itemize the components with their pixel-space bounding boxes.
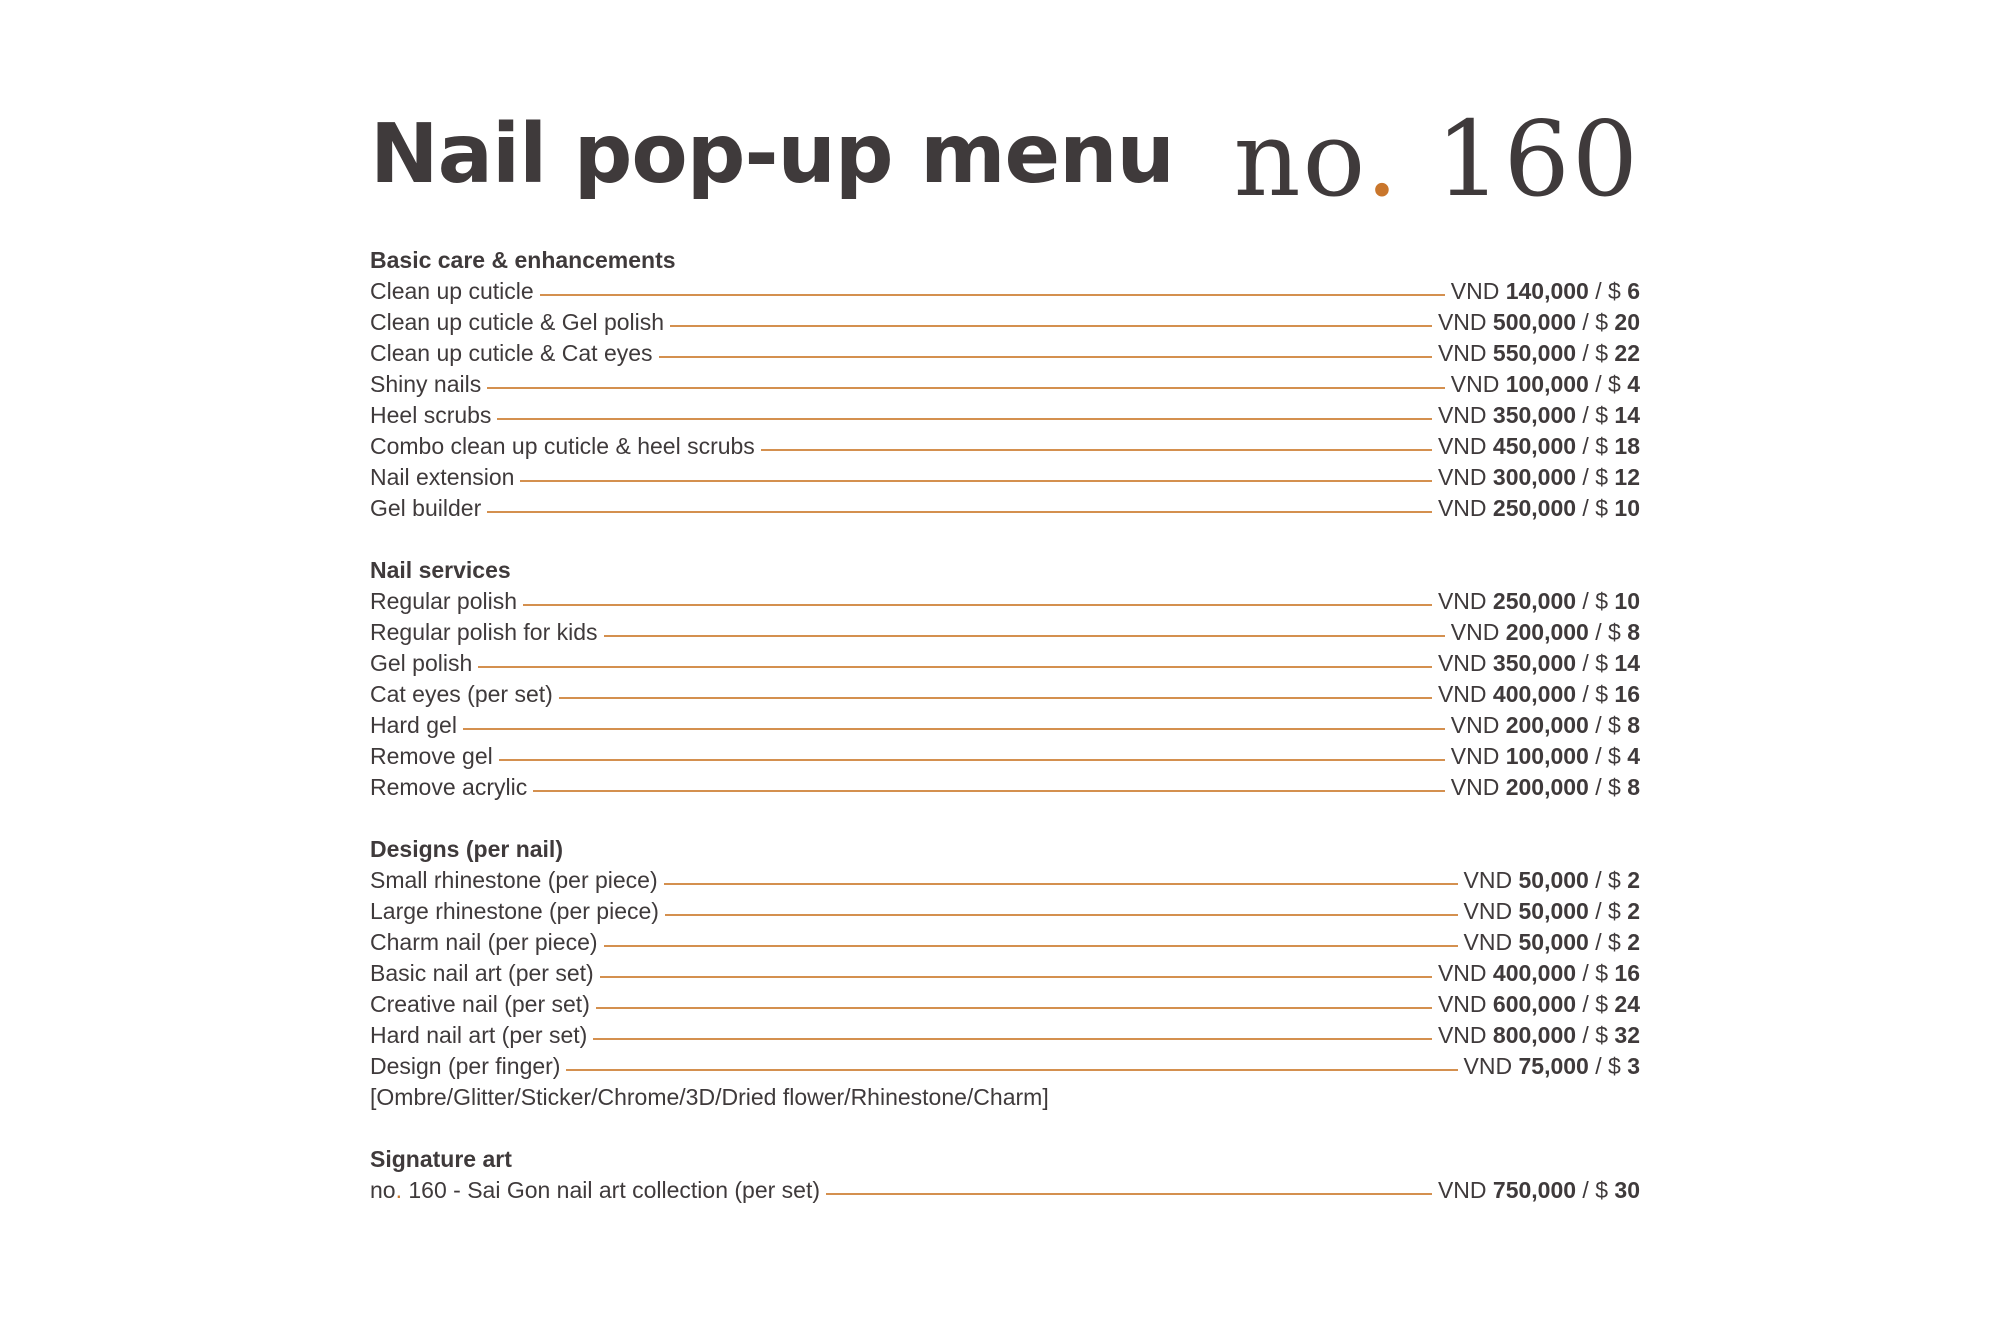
- usd-symbol: $: [1595, 309, 1615, 335]
- vnd-label: VND: [1437, 681, 1493, 707]
- brand-logo: [1233, 98, 1640, 220]
- leader-line: [497, 418, 1432, 420]
- vnd-value: 550,000: [1492, 340, 1577, 366]
- menu-section: [370, 834, 1640, 1113]
- menu-item-name: Small rhinestone (per piece): [370, 867, 658, 893]
- price-separator: /: [1576, 433, 1596, 459]
- leader-line: [487, 511, 1432, 513]
- section-title: Signature art: [370, 1146, 512, 1172]
- menu-item-row: [370, 1175, 1640, 1206]
- menu-item-price: [1451, 710, 1640, 741]
- vnd-label: VND: [1437, 495, 1493, 521]
- usd-value: 4: [1627, 371, 1640, 397]
- usd-symbol: $: [1595, 340, 1615, 366]
- menu-sections: [370, 245, 1640, 1206]
- menu-item-price: [1438, 679, 1640, 710]
- price-separator: /: [1576, 402, 1596, 428]
- item-name-prefix: no: [370, 1177, 396, 1203]
- vnd-value: 600,000: [1492, 991, 1577, 1017]
- menu-item-name: Hard gel: [370, 712, 457, 738]
- vnd-label: VND: [1437, 464, 1493, 490]
- vnd-label: VND: [1450, 712, 1506, 738]
- menu-item-price: [1438, 1020, 1640, 1051]
- leader-line: [659, 356, 1432, 358]
- usd-value: 16: [1614, 681, 1640, 707]
- vnd-label: VND: [1437, 960, 1493, 986]
- usd-value: 4: [1627, 743, 1640, 769]
- price-separator: /: [1588, 867, 1609, 893]
- menu-item-row: [370, 369, 1640, 400]
- vnd-value: 100,000: [1505, 743, 1589, 769]
- vnd-label: VND: [1450, 278, 1506, 304]
- leader-line: [533, 790, 1445, 792]
- menu-item-price: [1464, 927, 1640, 958]
- menu-item-row: [370, 431, 1640, 462]
- menu-item-row: [370, 1051, 1640, 1082]
- usd-symbol: $: [1595, 588, 1615, 614]
- usd-symbol: $: [1608, 371, 1628, 397]
- usd-symbol: $: [1608, 774, 1628, 800]
- menu-item-price: [1451, 772, 1640, 803]
- vnd-label: VND: [1437, 402, 1493, 428]
- usd-symbol: $: [1595, 495, 1615, 521]
- menu-section: [370, 1144, 1640, 1206]
- leader-line: [593, 1038, 1432, 1040]
- menu-item-name: Combo clean up cuticle & heel scrubs: [370, 433, 755, 459]
- menu-item-name: Nail extension: [370, 464, 515, 490]
- menu-item-name: Remove gel: [370, 743, 493, 769]
- usd-value: 2: [1627, 929, 1640, 955]
- price-separator: /: [1588, 743, 1609, 769]
- vnd-value: 100,000: [1505, 371, 1589, 397]
- usd-symbol: $: [1608, 1053, 1628, 1079]
- leader-line: [670, 325, 1432, 327]
- usd-symbol: $: [1595, 991, 1615, 1017]
- price-separator: /: [1576, 464, 1596, 490]
- menu-item-row: [370, 741, 1640, 772]
- leader-line: [478, 666, 1432, 668]
- price-separator: /: [1588, 619, 1609, 645]
- vnd-label: VND: [1450, 619, 1506, 645]
- usd-symbol: $: [1595, 464, 1615, 490]
- menu-item-name: Creative nail (per set): [370, 991, 590, 1017]
- price-separator: /: [1588, 929, 1609, 955]
- menu-item-price: [1451, 369, 1640, 400]
- menu-item-row: [370, 400, 1640, 431]
- vnd-value: 50,000: [1518, 898, 1589, 924]
- usd-value: 32: [1614, 1022, 1640, 1048]
- leader-line: [596, 1007, 1432, 1009]
- vnd-value: 50,000: [1518, 867, 1589, 893]
- vnd-label: VND: [1437, 1022, 1493, 1048]
- vnd-label: VND: [1437, 1177, 1493, 1203]
- menu-item-name: Regular polish: [370, 588, 518, 614]
- price-separator: /: [1588, 712, 1609, 738]
- menu-item-price: [1438, 493, 1640, 524]
- usd-value: 8: [1627, 619, 1640, 645]
- usd-value: 14: [1614, 650, 1640, 676]
- vnd-label: VND: [1437, 309, 1493, 335]
- section-note: [Ombre/Glitter/Sticker/Chrome/3D/Dried flower/Rhinestone/Charm]: [370, 1084, 1049, 1110]
- usd-value: 2: [1627, 867, 1640, 893]
- vnd-label: VND: [1463, 929, 1519, 955]
- leader-line: [559, 697, 1432, 699]
- leader-line: [520, 480, 1431, 482]
- price-separator: /: [1576, 340, 1596, 366]
- menu-item-price: [1438, 586, 1640, 617]
- menu-item-row: [370, 493, 1640, 524]
- usd-symbol: $: [1608, 898, 1628, 924]
- vnd-value: 350,000: [1492, 650, 1577, 676]
- vnd-value: 140,000: [1505, 278, 1589, 304]
- price-separator: /: [1576, 991, 1596, 1017]
- menu-item-name: Heel scrubs: [370, 402, 492, 428]
- usd-symbol: $: [1595, 681, 1615, 707]
- menu-item-name: Design (per finger): [370, 1053, 561, 1079]
- vnd-label: VND: [1450, 371, 1506, 397]
- section-title: Basic care & enhancements: [370, 247, 676, 273]
- menu-item-name: Clean up cuticle: [370, 278, 534, 304]
- vnd-value: 450,000: [1492, 433, 1577, 459]
- logo-number: 160: [1400, 98, 1640, 220]
- menu-item-price: [1451, 276, 1640, 307]
- usd-value: 18: [1614, 433, 1640, 459]
- leader-line: [665, 914, 1458, 916]
- menu-header: [370, 98, 1640, 245]
- usd-symbol: $: [1608, 712, 1628, 738]
- leader-line: [499, 759, 1445, 761]
- menu-item-price: [1464, 1051, 1640, 1082]
- usd-symbol: $: [1595, 960, 1615, 986]
- menu-item-price: [1438, 307, 1640, 338]
- menu-item-row: [370, 586, 1640, 617]
- vnd-value: 500,000: [1492, 309, 1577, 335]
- leader-line: [604, 635, 1445, 637]
- leader-line: [826, 1193, 1432, 1195]
- menu-item-name: Regular polish for kids: [370, 619, 598, 645]
- vnd-value: 350,000: [1492, 402, 1577, 428]
- menu-item-name: Hard nail art (per set): [370, 1022, 588, 1048]
- price-separator: /: [1576, 960, 1596, 986]
- usd-value: 20: [1614, 309, 1640, 335]
- usd-value: 10: [1614, 495, 1640, 521]
- menu-item-price: [1464, 865, 1640, 896]
- vnd-label: VND: [1450, 743, 1506, 769]
- price-separator: /: [1576, 1177, 1596, 1203]
- leader-line: [463, 728, 1445, 730]
- usd-value: 8: [1627, 712, 1640, 738]
- vnd-value: 75,000: [1518, 1053, 1589, 1079]
- price-separator: /: [1576, 309, 1596, 335]
- menu-item-name: Large rhinestone (per piece): [370, 898, 659, 924]
- menu-page: [370, 98, 1640, 1237]
- price-separator: /: [1576, 1022, 1596, 1048]
- menu-item-price: [1438, 400, 1640, 431]
- usd-symbol: $: [1595, 1022, 1615, 1048]
- vnd-label: VND: [1463, 1053, 1519, 1079]
- menu-item-row: [370, 338, 1640, 369]
- section-title: Nail services: [370, 557, 511, 583]
- usd-value: 8: [1627, 774, 1640, 800]
- logo-prefix: no: [1233, 98, 1366, 220]
- menu-item-name: Basic nail art (per set): [370, 960, 594, 986]
- usd-symbol: $: [1608, 619, 1628, 645]
- menu-item-row: [370, 648, 1640, 679]
- vnd-label: VND: [1437, 340, 1493, 366]
- menu-item-price: [1438, 989, 1640, 1020]
- menu-item-row: [370, 989, 1640, 1020]
- menu-item-name: Gel polish: [370, 650, 473, 676]
- menu-item-price: [1451, 617, 1640, 648]
- menu-item-row: [370, 896, 1640, 927]
- menu-item-row: [370, 958, 1640, 989]
- vnd-value: 800,000: [1492, 1022, 1577, 1048]
- price-separator: /: [1588, 278, 1609, 304]
- usd-value: 22: [1614, 340, 1640, 366]
- leader-line: [604, 945, 1458, 947]
- usd-value: 3: [1627, 1053, 1640, 1079]
- leader-line: [523, 604, 1432, 606]
- menu-section: [370, 245, 1640, 524]
- usd-value: 12: [1614, 464, 1640, 490]
- menu-item-price: [1438, 462, 1640, 493]
- price-separator: /: [1588, 774, 1609, 800]
- menu-item-price: [1438, 1175, 1640, 1206]
- menu-item-price: [1438, 958, 1640, 989]
- usd-symbol: $: [1608, 867, 1628, 893]
- menu-section: [370, 555, 1640, 803]
- vnd-label: VND: [1437, 588, 1493, 614]
- vnd-value: 250,000: [1492, 588, 1577, 614]
- usd-value: 24: [1614, 991, 1640, 1017]
- vnd-value: 250,000: [1492, 495, 1577, 521]
- price-separator: /: [1588, 1053, 1609, 1079]
- menu-item-price: [1438, 338, 1640, 369]
- menu-item-name: Shiny nails: [370, 371, 482, 397]
- menu-item-name: Charm nail (per piece): [370, 929, 598, 955]
- menu-item-row: [370, 276, 1640, 307]
- logo-dot: .: [1365, 98, 1401, 220]
- menu-item-name: Remove acrylic: [370, 774, 528, 800]
- menu-title: Nail pop-up menu: [370, 107, 1174, 202]
- menu-item-name: Clean up cuticle & Gel polish: [370, 309, 665, 335]
- usd-value: 30: [1614, 1177, 1640, 1203]
- menu-item-price: [1451, 741, 1640, 772]
- menu-item-name: Clean up cuticle & Cat eyes: [370, 340, 653, 366]
- usd-value: 2: [1627, 898, 1640, 924]
- menu-item-row: [370, 865, 1640, 896]
- vnd-label: VND: [1463, 898, 1519, 924]
- vnd-label: VND: [1450, 774, 1506, 800]
- leader-line: [566, 1069, 1457, 1071]
- leader-line: [600, 976, 1432, 978]
- section-title: Designs (per nail): [370, 836, 563, 862]
- vnd-value: 400,000: [1492, 681, 1577, 707]
- price-separator: /: [1576, 650, 1596, 676]
- leader-line: [487, 387, 1445, 389]
- price-separator: /: [1576, 495, 1596, 521]
- item-name-rest: 160 - Sai Gon nail art collection (per set): [401, 1177, 821, 1203]
- vnd-label: VND: [1437, 991, 1493, 1017]
- menu-item-row: [370, 927, 1640, 958]
- usd-symbol: $: [1608, 278, 1628, 304]
- vnd-value: 200,000: [1505, 774, 1589, 800]
- menu-item-price: [1464, 896, 1640, 927]
- vnd-label: VND: [1463, 867, 1519, 893]
- price-separator: /: [1588, 898, 1609, 924]
- leader-line: [540, 294, 1445, 296]
- price-separator: /: [1576, 681, 1596, 707]
- usd-value: 6: [1627, 278, 1640, 304]
- vnd-value: 400,000: [1492, 960, 1577, 986]
- usd-symbol: $: [1608, 929, 1628, 955]
- vnd-value: 50,000: [1518, 929, 1589, 955]
- usd-value: 16: [1614, 960, 1640, 986]
- menu-item-name: [370, 1175, 820, 1206]
- menu-item-price: [1438, 431, 1640, 462]
- usd-value: 14: [1614, 402, 1640, 428]
- menu-item-row: [370, 679, 1640, 710]
- vnd-value: 750,000: [1492, 1177, 1577, 1203]
- leader-line: [761, 449, 1432, 451]
- menu-item-row: [370, 617, 1640, 648]
- price-separator: /: [1588, 371, 1609, 397]
- usd-symbol: $: [1595, 402, 1615, 428]
- menu-item-row: [370, 710, 1640, 741]
- vnd-value: 300,000: [1492, 464, 1577, 490]
- usd-symbol: $: [1595, 650, 1615, 676]
- vnd-label: VND: [1437, 650, 1493, 676]
- menu-item-name: Cat eyes (per set): [370, 681, 553, 707]
- price-separator: /: [1576, 588, 1596, 614]
- menu-item-row: [370, 1020, 1640, 1051]
- leader-line: [664, 883, 1458, 885]
- menu-item-price: [1438, 648, 1640, 679]
- usd-symbol: $: [1595, 1177, 1615, 1203]
- menu-item-row: [370, 307, 1640, 338]
- vnd-value: 200,000: [1505, 619, 1589, 645]
- vnd-value: 200,000: [1505, 712, 1589, 738]
- menu-item-row: [370, 772, 1640, 803]
- usd-value: 10: [1614, 588, 1640, 614]
- usd-symbol: $: [1595, 433, 1615, 459]
- menu-item-row: [370, 462, 1640, 493]
- vnd-label: VND: [1437, 433, 1493, 459]
- menu-item-name: Gel builder: [370, 495, 482, 521]
- usd-symbol: $: [1608, 743, 1628, 769]
- item-name-dot: .: [395, 1177, 402, 1203]
